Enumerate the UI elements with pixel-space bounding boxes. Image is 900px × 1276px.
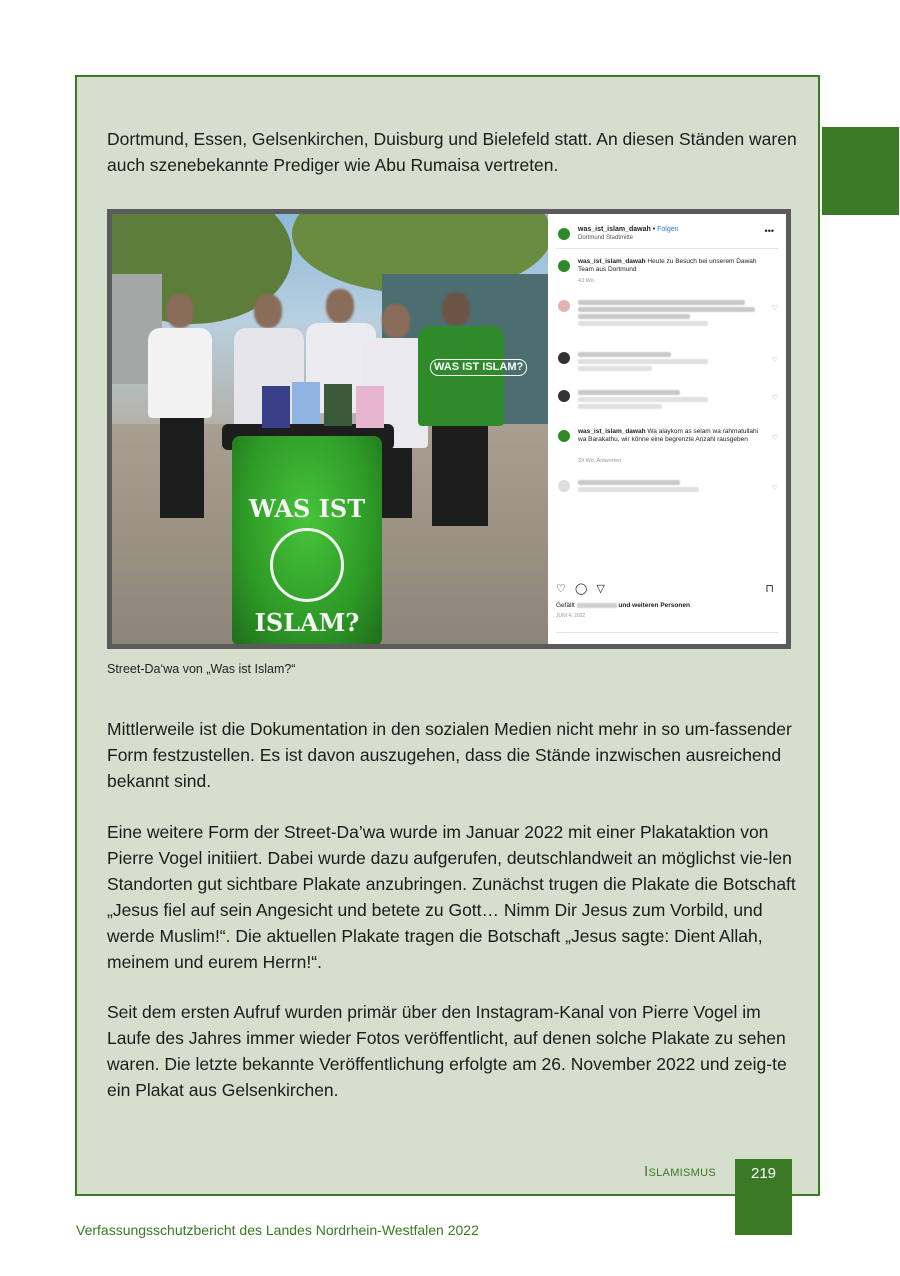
shirt-logo: WAS IST ISLAM? xyxy=(430,359,527,376)
likes-line: Gefällt und weiteren Personen xyxy=(556,602,690,609)
calligraphy-emblem xyxy=(270,528,344,602)
paragraph-2 xyxy=(107,819,797,975)
page-number: 219 xyxy=(750,1165,777,1182)
like-icon[interactable]: ♡ xyxy=(771,395,778,402)
paragraph-text: Eine weitere Form der Street-Da’wa wurde im Januar 2022 mit einer Plakataktion von Pierre Vogel initiiert. Dabei wurde dazu aufgerufen, deutschlandweit an möglichst vie-len Standorten gut sichtbare Plakate anzubringen. Zunächst trugen die Plakate die Botschaft „Jesus fiel auf sein Angesicht und betete zu Gott… Nimm Dir Jesus zum Vorbild, und werde Muslim!“. Die aktuellen Plakate tragen die Botschaft „Jesus sagte: Dient Allah, meinem und eurem Herrn!“. xyxy=(107,822,796,972)
paragraph-text: Mittlerweile ist die Dokumentation in den sozialen Medien nicht mehr in so um-fassender Form festzustellen. Es ist davon auszugehen, dass die Stände inzwischen ausreichend bekannt sind. xyxy=(107,719,792,791)
comment-blurred xyxy=(556,388,778,424)
street-scene-image xyxy=(112,214,548,644)
post-location: Dortmund Stadtmitte xyxy=(578,235,634,241)
comment-caption xyxy=(556,258,778,294)
comment-text: Heute zu Besuch bei unserem Dawah Team aus Dortmund xyxy=(578,258,757,273)
comment-icon[interactable]: ◯ xyxy=(574,583,588,595)
like-icon[interactable]: ♡ xyxy=(771,485,778,492)
intro-paragraph xyxy=(107,126,797,178)
more-icon[interactable]: ••• xyxy=(764,226,774,236)
comment-username: was_ist_islam_dawah xyxy=(578,428,646,435)
instagram-post-panel xyxy=(548,214,786,644)
page-number-box xyxy=(735,1159,792,1235)
follow-button[interactable]: Folgen xyxy=(657,226,679,233)
comment-meta: 43 Wo. xyxy=(578,278,596,284)
street-dawa-photo xyxy=(107,209,791,649)
comment-reply xyxy=(556,428,778,472)
like-icon[interactable]: ♡ xyxy=(771,305,778,312)
bookmark-icon[interactable]: ⊓ xyxy=(765,583,774,595)
comment-avatar xyxy=(558,260,570,272)
paragraph-3 xyxy=(107,999,797,1103)
info-booth xyxy=(232,436,382,644)
add-comment-field[interactable] xyxy=(556,632,778,648)
instagram-header: was_ist_islam_dawah • Folgen Dortmund Stadtmitte ••• xyxy=(556,224,778,249)
paragraph-1 xyxy=(107,716,797,794)
intro-paragraph-text: Dortmund, Essen, Gelsenkirchen, Duisburg und Bielefeld statt. An diesen Ständen waren auch szenebekannte Prediger wie Abu Rumaisa vertreten. xyxy=(107,129,797,175)
post-date: JUNI 4, 2022 xyxy=(556,613,586,619)
comment-avatar xyxy=(558,430,570,442)
like-icon[interactable]: ♡ xyxy=(771,357,778,364)
like-icon[interactable]: ♡ xyxy=(771,435,778,442)
document-footer: Verfassungsschutzbericht des Landes Nordrhein-Westfalen 2022 xyxy=(76,1222,479,1238)
booth-text-top: WAS IST xyxy=(248,494,366,523)
heart-icon[interactable]: ♡ xyxy=(556,583,566,595)
share-icon[interactable]: ▽ xyxy=(596,583,605,595)
chapter-marker-tab xyxy=(822,127,899,215)
instagram-username[interactable]: was_ist_islam_dawah xyxy=(578,226,651,233)
comment-blurred xyxy=(556,298,778,344)
comment-username: was_ist_islam_dawah xyxy=(578,258,646,265)
comment-text: Wa alaykom as selam wa rahmatullahi wa Barakathu, wir könne eine begrenzte Anzahl rausgeben xyxy=(578,428,759,443)
paragraph-text: Seit dem ersten Aufruf wurden primär über den Instagram-Kanal von Pierre Vogel im Laufe des Jahres immer wieder Fotos veröffentlicht, auf denen solche Plakate zu sehen waren. Die letzte bekannte Veröffentlichung erfolgte am 26. November 2022 und zeig-te ein Plakat aus Gelsenkirchen. xyxy=(107,1002,787,1100)
booth-text-bottom: ISLAM? xyxy=(254,608,360,637)
comment-meta: 39 Wo. Antworten xyxy=(578,458,622,464)
photo-caption: Street-Da‘wa von „Was ist Islam?“ xyxy=(107,662,296,676)
post-actions xyxy=(556,582,778,596)
comment-blurred xyxy=(556,478,778,514)
section-label: Islamismus xyxy=(644,1163,716,1180)
comment-blurred xyxy=(556,350,778,386)
book-display xyxy=(262,382,392,428)
profile-avatar xyxy=(558,228,570,240)
